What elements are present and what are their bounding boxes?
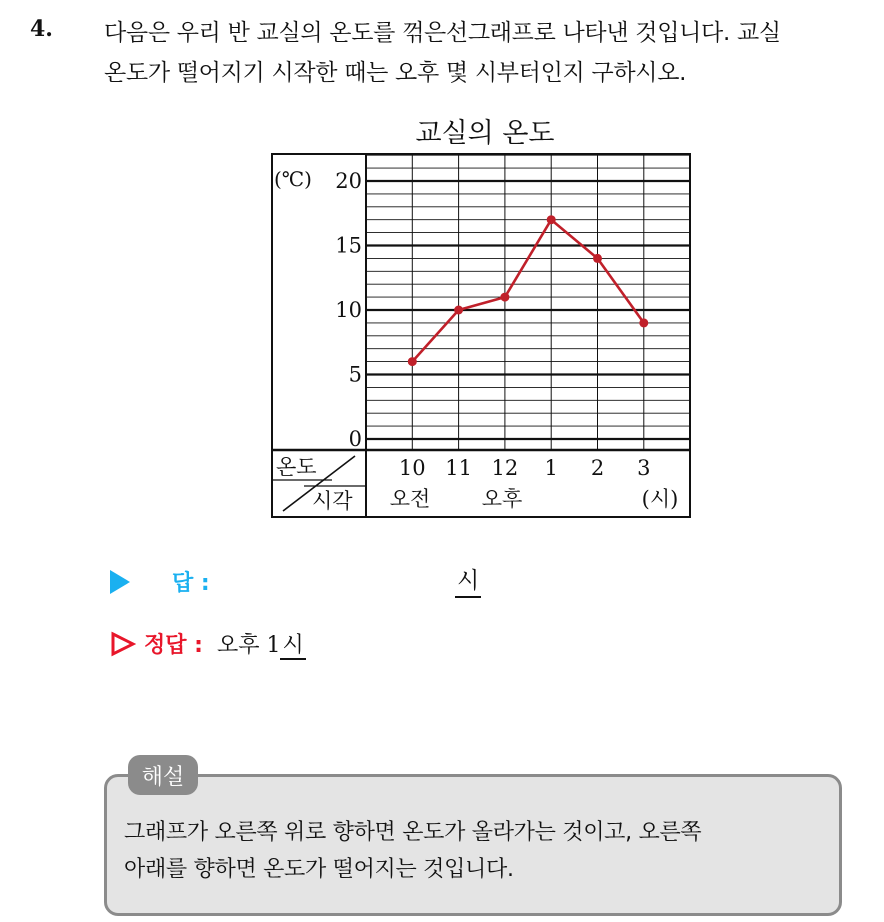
question-number: 4. — [30, 16, 53, 42]
answer-blank[interactable]: 시 — [455, 566, 481, 598]
y-tick-label: 0 — [348, 427, 362, 451]
chart-title: 교실의 온도 — [415, 118, 555, 149]
y-tick-labels — [335, 169, 362, 451]
play-triangle-icon — [110, 570, 130, 594]
explanation-line-1: 그래프가 오른쪽 위로 향하면 온도가 올라가는 것이고, 오른쪽 — [124, 820, 702, 845]
data-point — [547, 215, 556, 224]
am-label: 오전 — [389, 487, 431, 511]
correct-unit: 시 — [282, 633, 304, 658]
y-tick-label: 15 — [335, 233, 362, 258]
data-point — [500, 293, 509, 302]
x-tick-label: 1 — [544, 456, 558, 480]
header-temperature-label: 온도 — [276, 455, 317, 479]
data-point — [639, 318, 648, 327]
temperature-line-chart — [262, 108, 702, 528]
y-unit-label: (℃) — [274, 167, 312, 191]
minor-gridlines — [366, 155, 690, 426]
x-unit-label: (시) — [641, 487, 679, 511]
x-tick-label: 11 — [445, 456, 472, 480]
x-tick-label: 2 — [590, 456, 605, 480]
data-point — [454, 306, 463, 315]
data-point — [593, 254, 602, 263]
answer-label: 답 : — [172, 571, 210, 596]
y-tick-label: 20 — [335, 169, 362, 193]
correct-number: 1 — [266, 633, 281, 658]
question-text-line-1: 다음은 우리 반 교실의 온도를 꺾은선그래프로 나타낸 것입니다. 교실 — [104, 20, 781, 46]
correct-answer-label: 정답 : — [144, 633, 203, 658]
explanation-tag: 해설 — [128, 755, 198, 795]
x-tick-label: 3 — [637, 456, 651, 480]
x-tick-label: 12 — [491, 456, 519, 480]
answer-row — [110, 566, 210, 597]
correct-answer-row — [110, 628, 306, 659]
question-text-line-2: 온도가 떨어지기 시작한 때는 오후 몇 시부터인지 구하시오. — [104, 60, 687, 86]
correct-answer-value — [217, 628, 306, 659]
x-tick-label: 10 — [398, 456, 426, 480]
outline-triangle-icon — [110, 631, 136, 657]
temperature-series — [408, 215, 649, 366]
data-point — [408, 357, 417, 366]
y-tick-label: 5 — [348, 362, 362, 387]
series-line — [412, 220, 644, 362]
explanation-line-2: 아래를 향하면 온도가 떨어지는 것입니다. — [124, 857, 514, 882]
correct-prefix: 오후 — [216, 633, 260, 658]
pm-label: 오후 — [481, 487, 523, 511]
y-tick-label: 10 — [335, 298, 362, 322]
vertical-gridlines — [412, 154, 644, 450]
x-tick-labels — [399, 456, 651, 480]
header-time-label: 시각 — [312, 489, 353, 513]
